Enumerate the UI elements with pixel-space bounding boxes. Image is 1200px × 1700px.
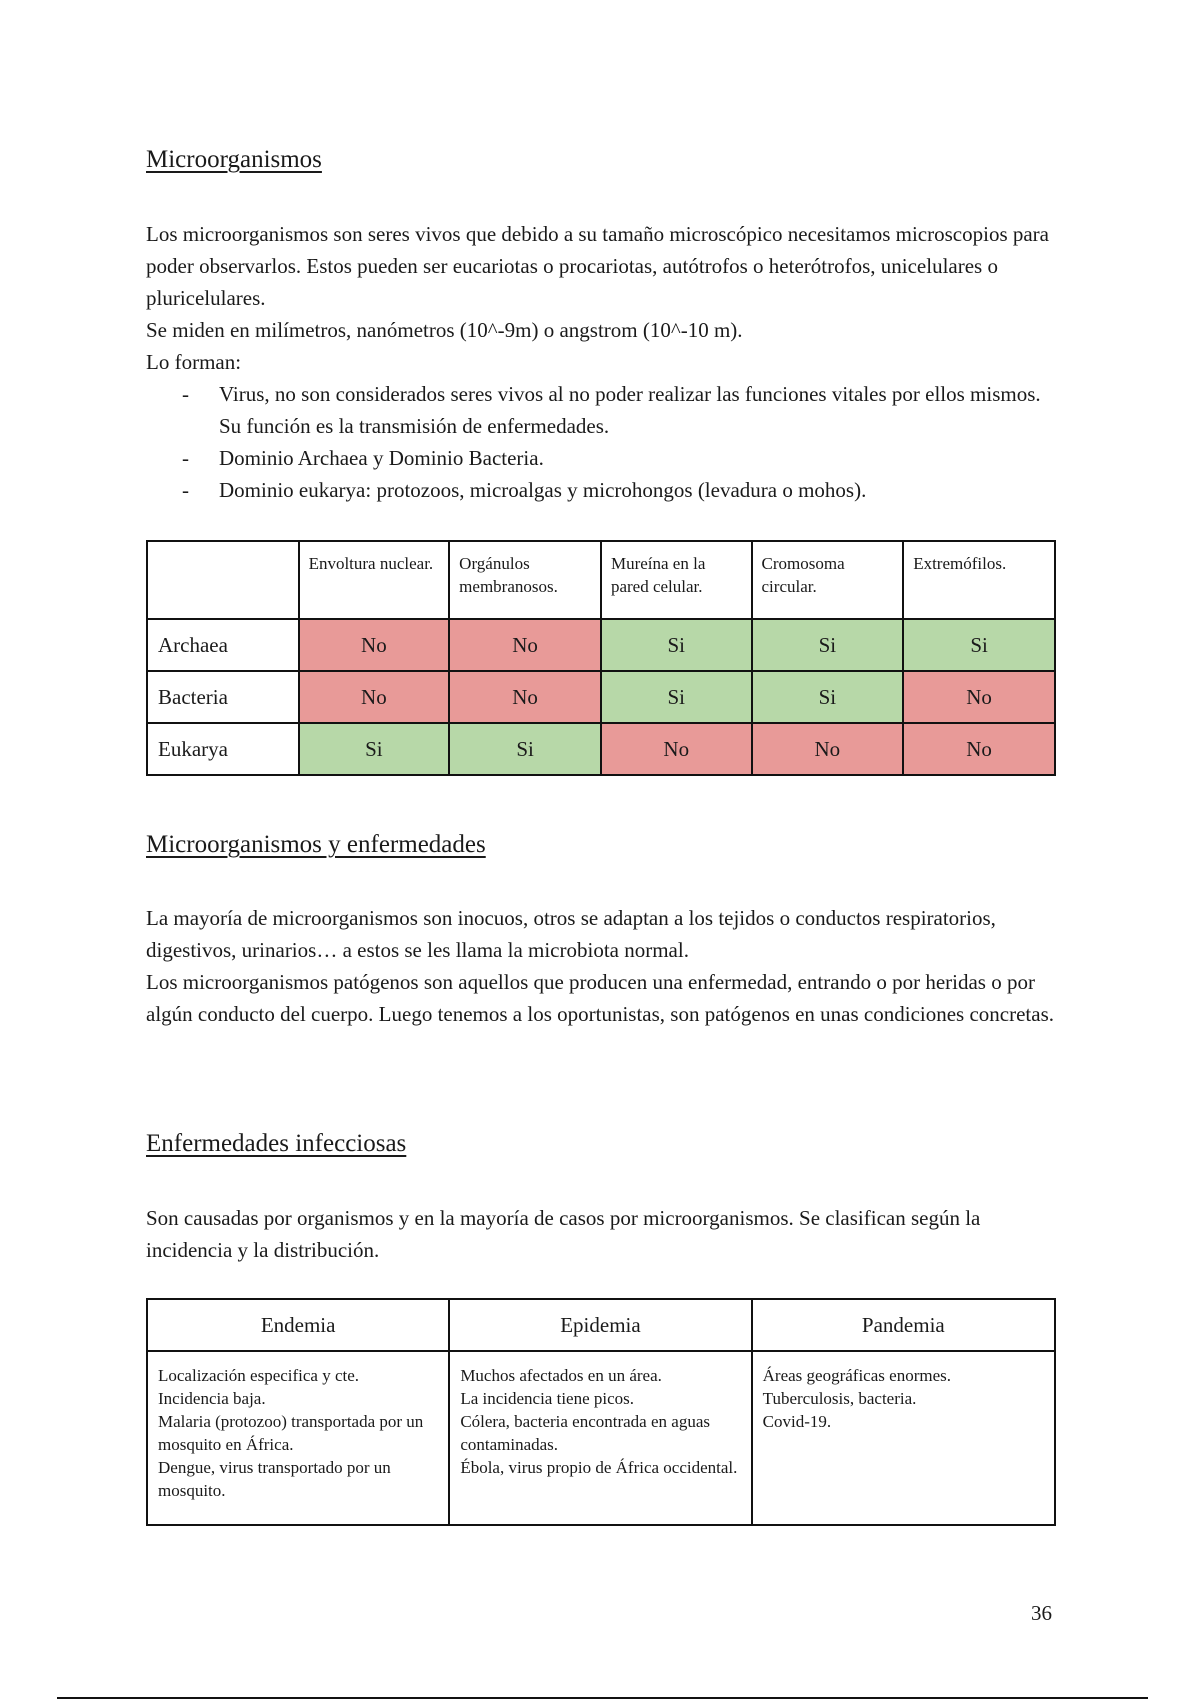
section-microorganismos (146, 146, 1056, 174)
row-label: Bacteria (147, 671, 299, 723)
table-cell: No (299, 619, 450, 671)
cell-text: La incidencia tiene picos. (460, 1389, 635, 1408)
table-cell: Si (752, 671, 904, 723)
table-header-row (147, 541, 1055, 619)
table-header-cell (147, 541, 299, 619)
cell-text: Incidencia baja. (158, 1389, 266, 1408)
table-cell: Si (752, 619, 904, 671)
paragraph: Lo forman: (146, 350, 242, 374)
table-cell: Si (601, 671, 752, 723)
table-cell: No (299, 671, 450, 723)
list-item (146, 474, 1056, 506)
row-label: Eukarya (147, 723, 299, 775)
section-enfermedades-infecciosas-body (146, 1202, 1056, 1266)
paragraph: Los microorganismos son seres vivos que debido a su tamaño microscópico necesitamos microscopios para poder observarlos. Estos pueden ser eucariotas o procariotas, autótrofos o heterótrofos, unicelulares o pluricelulares. (146, 222, 1049, 310)
cell-text: Dengue, virus transportado por un mosquito. (158, 1458, 391, 1500)
table-cell: No (903, 723, 1055, 775)
section-microorganismos-enfermedades (146, 831, 1056, 859)
table-header-cell: Envoltura nuclear. (299, 541, 450, 619)
list-item-text: Dominio eukarya: protozoos, microalgas y microhongos (levadura o mohos). (219, 478, 867, 502)
table-row (147, 619, 1055, 671)
table-header-cell: Cromosoma circular. (752, 541, 904, 619)
bullet-list (146, 378, 1056, 506)
table-header-row (147, 1299, 1055, 1351)
paragraph: Se miden en milímetros, nanómetros (10^-9m) o angstrom (10^-10 m). (146, 318, 743, 342)
table-header-cell: Endemia (147, 1299, 449, 1351)
table-cell: Si (299, 723, 450, 775)
table-header-cell: Pandemia (752, 1299, 1055, 1351)
table-cell: No (903, 671, 1055, 723)
cell-text: Ébola, virus propio de África occidental. (460, 1458, 738, 1477)
table-header-cell: Orgánulos membranosos. (449, 541, 601, 619)
paragraph: La mayoría de microorganismos son inocuos, otros se adaptan a los tejidos o conductos respiratorios, digestivos, urinarios… a estos se les llama la microbiota normal. (146, 906, 996, 962)
table-cell: Si (449, 723, 601, 775)
table-cell-pandemia (752, 1351, 1055, 1525)
list-item (146, 442, 1056, 474)
table-cell: No (752, 723, 904, 775)
table-cell: No (601, 723, 752, 775)
section-enfermedades-infecciosas (146, 1130, 1056, 1158)
page-number: 36 (1031, 1601, 1052, 1625)
section-microorganismos-enfermedades-body (146, 902, 1056, 1030)
paragraph: Los microorganismos patógenos son aquellos que producen una enfermedad, entrando o por heridas o por algún conducto del cuerpo. Luego tenemos a los oportunistas, son patógenos en unas condiciones concretas. (146, 970, 1055, 1026)
dash-bullet-icon: - (182, 478, 189, 502)
table-cell: No (449, 671, 601, 723)
cell-text: Áreas geográficas enormes. (762, 1366, 951, 1385)
section-heading: Microorganismos (146, 146, 322, 173)
table-header-cell: Epidemia (449, 1299, 751, 1351)
list-item-text: Virus, no son considerados seres vivos al no poder realizar las funciones vitales por ellos mismos. Su función es la transmisión de enfermedades. (219, 382, 1041, 438)
cell-text: Covid-19. (762, 1412, 832, 1431)
table-header-cell: Extremófilos. (903, 541, 1055, 619)
dash-bullet-icon: - (182, 382, 189, 406)
cell-text: Muchos afectados en un área. (460, 1366, 662, 1385)
table-row (147, 723, 1055, 775)
row-label: Archaea (147, 619, 299, 671)
domain-comparison-table (146, 540, 1056, 776)
cell-text: Localización especifica y cte. (158, 1366, 360, 1385)
table-cell-endemia (147, 1351, 449, 1525)
list-item-text: Dominio Archaea y Dominio Bacteria. (219, 446, 544, 470)
section-microorganismos-body (146, 218, 1056, 506)
page-bottom-divider (57, 1697, 1148, 1699)
table-cell-epidemia (449, 1351, 751, 1525)
section-heading: Enfermedades infecciosas (146, 1130, 407, 1157)
cell-text: Cólera, bacteria encontrada en aguas contaminadas. (460, 1412, 710, 1454)
table-cell: Si (903, 619, 1055, 671)
table-row (147, 1351, 1055, 1525)
table-cell: Si (601, 619, 752, 671)
list-item (146, 378, 1056, 442)
dash-bullet-icon: - (182, 446, 189, 470)
table-cell: No (449, 619, 601, 671)
table-row (147, 671, 1055, 723)
disease-classification-table (146, 1298, 1056, 1526)
table-header-cell: Mureína en la pared celular. (601, 541, 752, 619)
cell-text: Malaria (protozoo) transportada por un mosquito en África. (158, 1412, 424, 1454)
paragraph: Son causadas por organismos y en la mayoría de casos por microorganismos. Se clasifican según la incidencia y la distribución. (146, 1206, 981, 1262)
section-heading: Microorganismos y enfermedades (146, 831, 486, 858)
cell-text: Tuberculosis, bacteria. (762, 1389, 917, 1408)
